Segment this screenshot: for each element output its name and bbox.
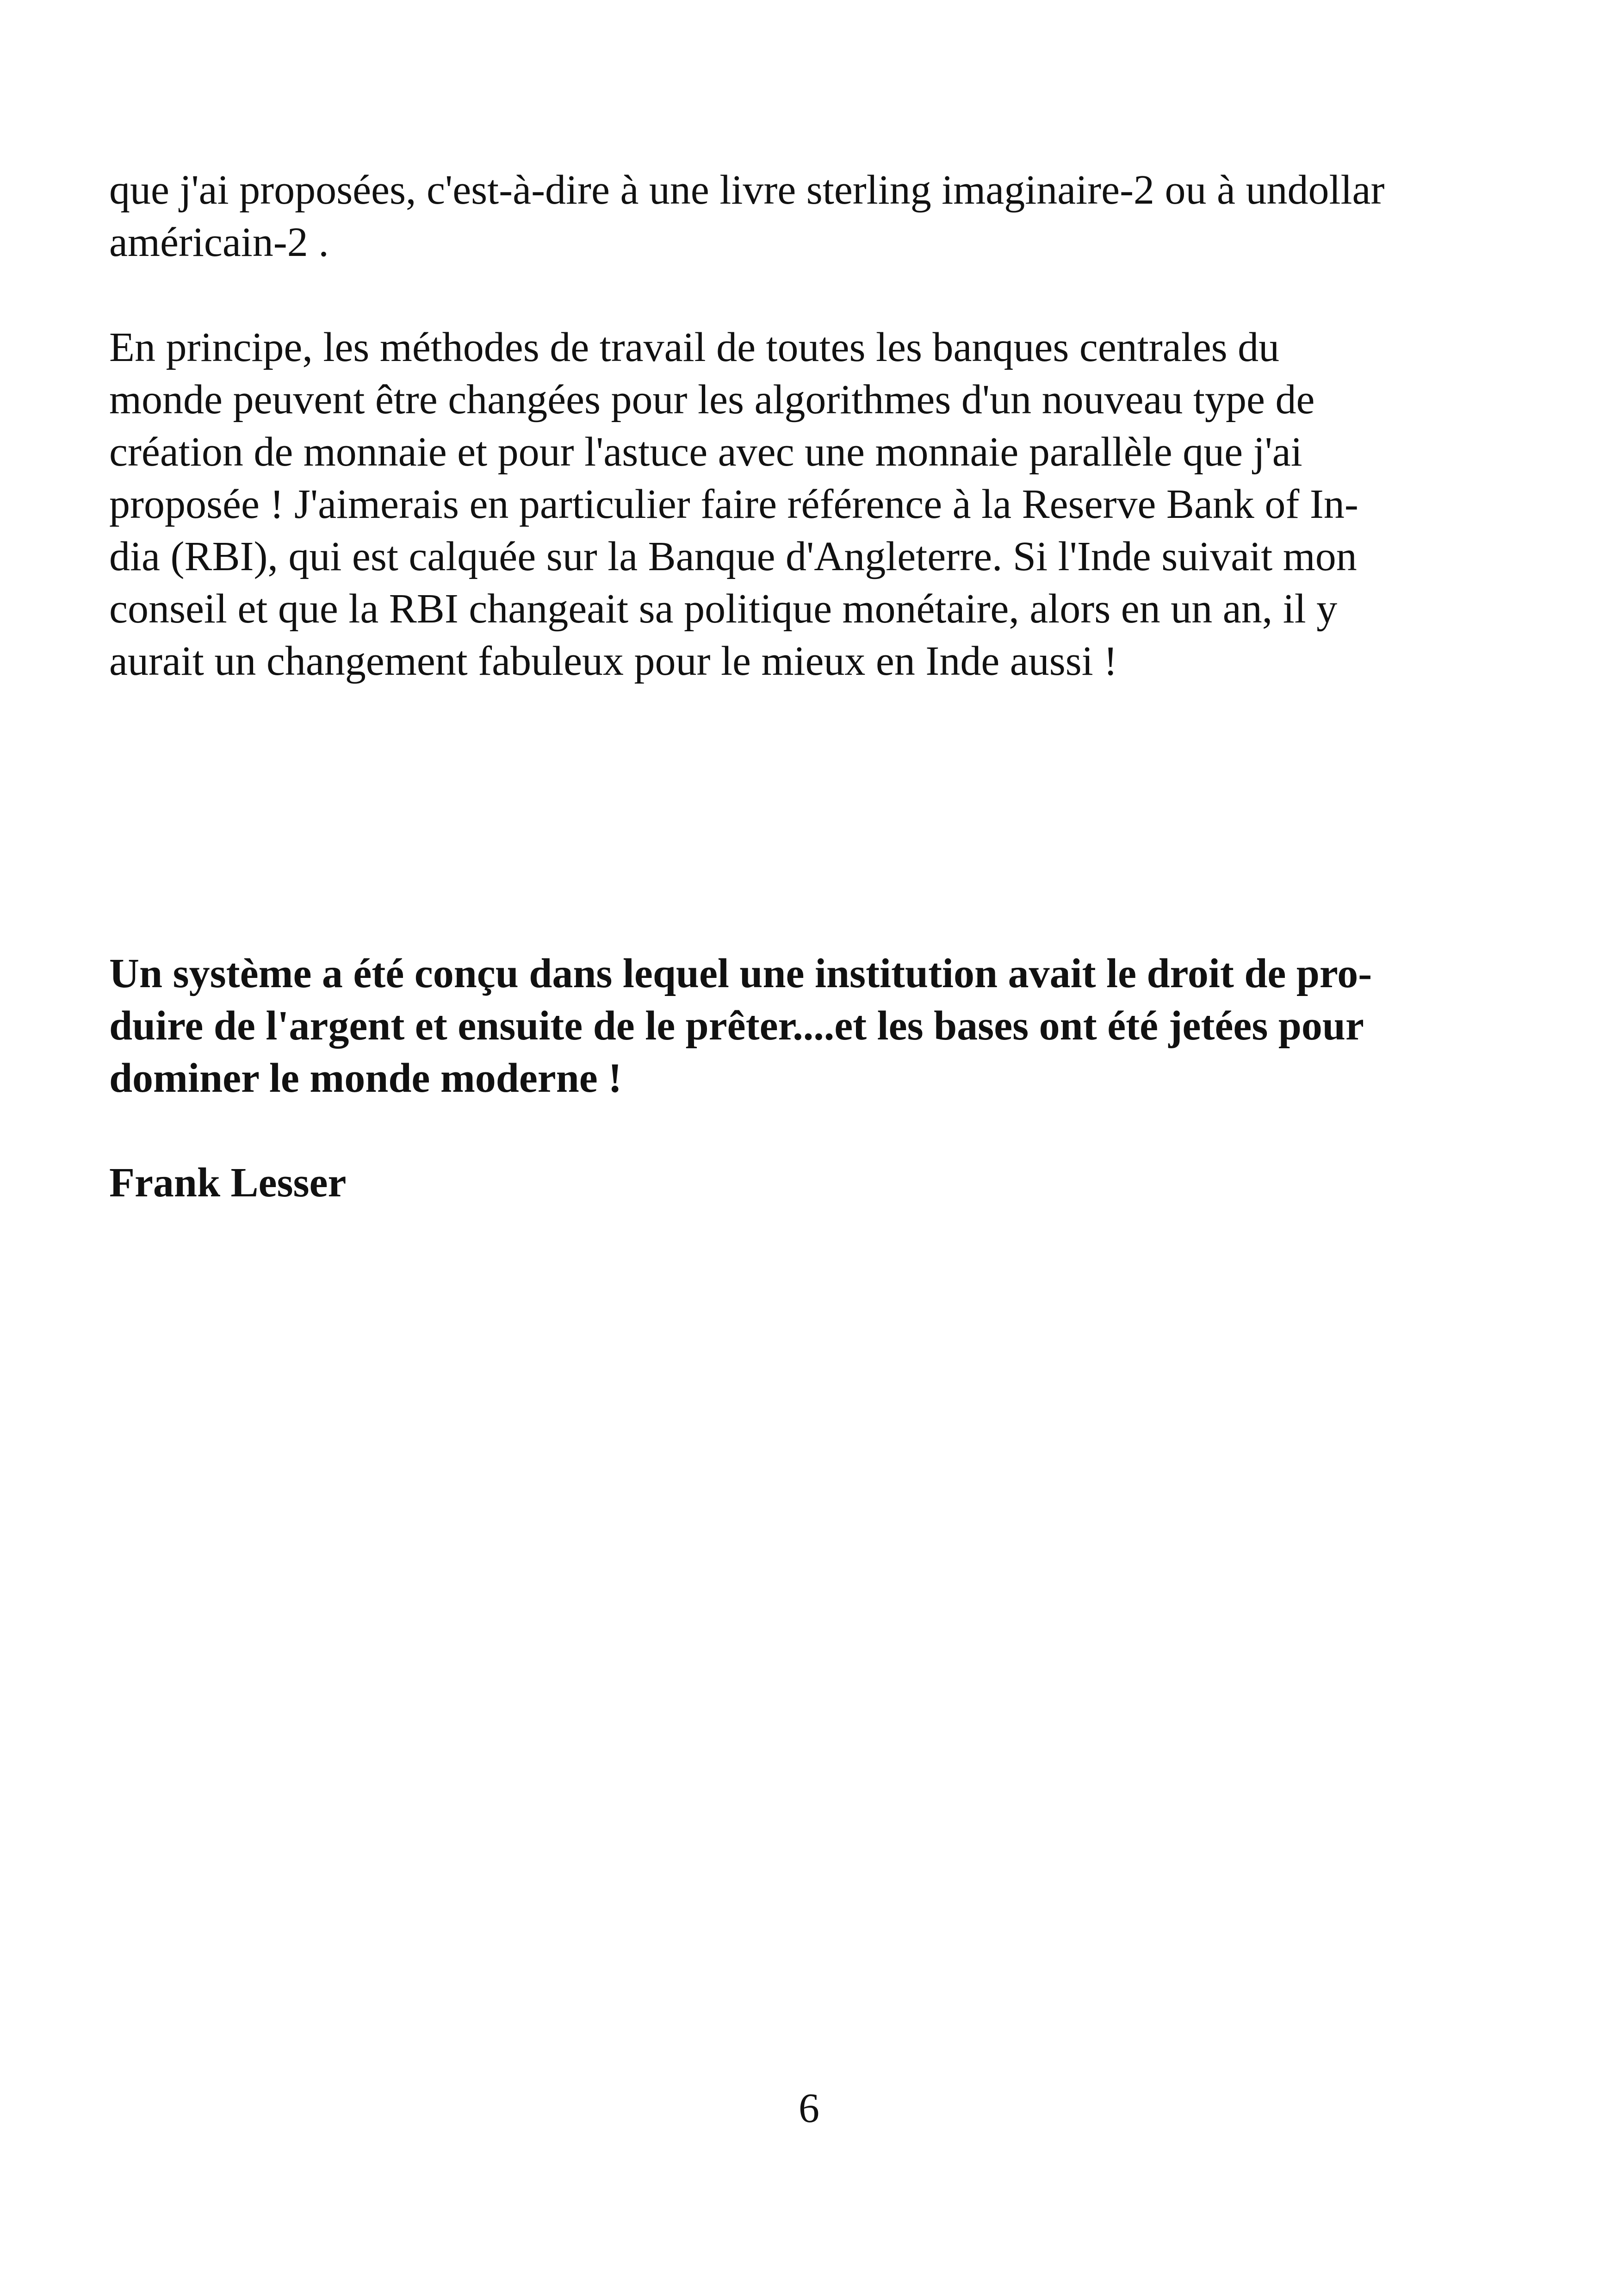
text-line: proposée ! J'aimerais en particulier faire référence à la Reserve Bank of In- [109, 481, 1358, 527]
text-line: conseil et que la RBI changeait sa politique monétaire, alors en un an, il y [109, 586, 1338, 632]
text-line: création de monnaie et pour l'astuce avec une monnaie parallèle que j'ai [109, 429, 1302, 475]
quote-line: dominer le monde moderne ! [109, 1055, 622, 1101]
text-line: que j'ai proposées, c'est-à-dire à une livre sterling imaginaire-2 ou à undollar [109, 167, 1385, 213]
quote-line: Un système a été conçu dans lequel une institution avait le droit de pro- [109, 951, 1372, 996]
text-line: En principe, les méthodes de travail de toutes les banques centrales du [109, 324, 1280, 370]
text-line: américain-2 . [109, 219, 329, 265]
page-number: 6 [799, 2085, 819, 2131]
text-line: dia (RBI), qui est calquée sur la Banque d'Angleterre. Si l'Inde suivait mon [109, 534, 1357, 579]
text-line: aurait un changement fabuleux pour le mieux en Inde aussi ! [109, 638, 1118, 684]
text-line: monde peuvent être changées pour les algorithmes d'un nouveau type de [109, 377, 1315, 423]
quote-author: Frank Lesser [109, 1160, 347, 1206]
quote-line: duire de l'argent et ensuite de le prêter....et les bases ont été jetées pour [109, 1003, 1364, 1049]
